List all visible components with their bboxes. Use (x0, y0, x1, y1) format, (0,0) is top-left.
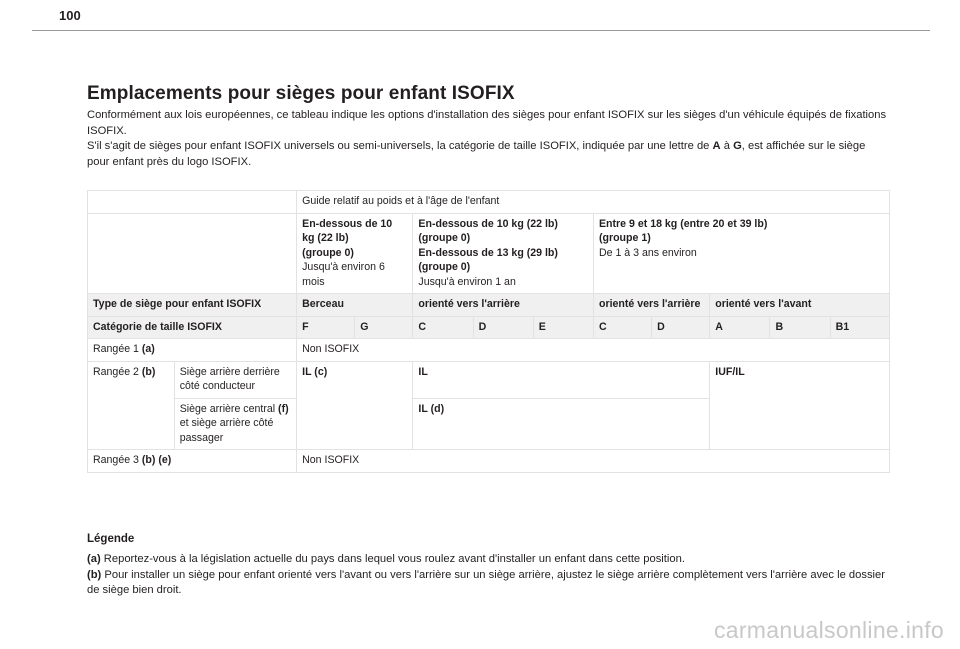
row-1-note-ref: (a) (141, 343, 155, 355)
group-0plus-weight-2: En-dessous de 13 kg (29 lb) (418, 246, 558, 259)
table-row-size-category (88, 316, 890, 339)
row-2-forward-facing-value: IUF/IL (710, 361, 890, 450)
legend-title: Légende (87, 533, 135, 545)
size-category-cell: C (593, 316, 651, 339)
size-category-cell: B1 (830, 316, 889, 339)
size-category-cell: A (710, 316, 770, 339)
table-cell-empty (88, 213, 297, 294)
table-cell-empty (88, 191, 297, 214)
legend-text-a: Reportez-vous à la législation actuelle du pays dans lequel vous roulez avant d'installer un enfant dans cette position. (100, 553, 685, 565)
table-row-seat-type (88, 294, 890, 317)
size-category-cell: C (413, 316, 473, 339)
row-3-label-text: Rangée 3 (93, 454, 142, 466)
row-3-label (88, 450, 297, 473)
legend-ref-b: (b) (87, 568, 102, 581)
group-1-cell (593, 213, 889, 294)
row-3-note-ref: (b) (e) (141, 454, 172, 466)
group-0plus-weight-1: En-dessous de 10 kg (22 lb) (418, 217, 558, 230)
size-letter-g: G (733, 140, 742, 152)
row-2-label-text: Rangée 2 (93, 365, 142, 378)
row-2-seat-driver-side: Siège arrière derrière côté conducteur (174, 361, 296, 398)
size-category-label: Catégorie de taille ISOFIX (88, 316, 297, 339)
size-category-cell: G (355, 316, 413, 339)
legend-note-b (87, 568, 892, 599)
seat-center-text-1: Siège arrière central (179, 402, 279, 415)
table-row-rangee-2-a (88, 361, 890, 398)
header-divider (32, 30, 930, 31)
row-2-rear-facing-value-b: IL (d) (413, 398, 710, 450)
legend-note-a (87, 552, 892, 568)
seat-type-label: Type de siège pour enfant ISOFIX (88, 294, 297, 317)
group-0plus-age: Jusqu'à environ 1 an (418, 275, 516, 288)
size-category-cell: D (652, 316, 710, 339)
group-1-age: De 1 à 3 ans environ (598, 246, 697, 259)
row-2-note-ref: (b) (141, 365, 156, 378)
legend-ref-a: (a) (87, 553, 101, 565)
group-0-weight: En-dessous de 10 kg (22 lb) (302, 217, 393, 244)
group-0-age: Jusqu'à environ 6 mois (302, 261, 385, 288)
watermark: carmanualsonline.info (713, 617, 944, 643)
table-row-groups (88, 213, 890, 294)
row-2-berceau-value: IL (c) (297, 361, 413, 450)
table-row-guide (88, 191, 890, 214)
guide-header: Guide relatif au poids et à l'âge de l'enfant (297, 191, 890, 214)
size-category-cell: E (533, 316, 593, 339)
isofix-table (87, 190, 890, 473)
group-0-label: (groupe 0) (302, 246, 354, 259)
seat-type-cell: orienté vers l'arrière (593, 294, 709, 317)
row-1-label-text: Rangée 1 (93, 343, 142, 355)
group-0plus-cell (413, 213, 594, 294)
legend-text-b: Pour installer un siège pour enfant orienté vers l'avant ou vers l'arrière sur un siège arrière, ajustez le siège arrière complètement vers l'arrière avec le dossier de siège bien droit. (87, 568, 885, 596)
intro-text-mid: à (720, 140, 734, 152)
seat-center-note-ref: (f) (278, 402, 289, 415)
row-3-value: Non ISOFIX (297, 450, 890, 473)
legend (87, 552, 892, 599)
row-2-seat-center-passenger (174, 398, 296, 450)
size-category-cell: D (473, 316, 533, 339)
size-category-cell: B (770, 316, 830, 339)
size-category-cell: F (297, 316, 355, 339)
row-1-value: Non ISOFIX (297, 339, 890, 362)
group-0-cell (297, 213, 413, 294)
page-title: Emplacements pour sièges pour enfant ISOFIX (87, 83, 515, 104)
row-1-label (88, 339, 297, 362)
group-1-label: (groupe 1) (598, 232, 651, 244)
seat-type-cell: orienté vers l'avant (710, 294, 890, 317)
intro-paragraph-2 (87, 139, 887, 170)
seat-center-text-2: et siège arrière côté passager (179, 417, 274, 444)
group-0plus-label-1: (groupe 0) (418, 232, 471, 244)
intro-text (87, 108, 887, 170)
group-0plus-label-2: (groupe 0) (418, 261, 471, 273)
size-letter-a: A (712, 140, 721, 152)
page-number: 100 (59, 8, 81, 23)
seat-type-cell: Berceau (297, 294, 413, 317)
intro-text-before: S'il s'agit de sièges pour enfant ISOFIX universels ou semi-universels, la catégorie de taille ISOFIX, indiquée par une lettre de (87, 140, 713, 152)
intro-text-after: , est affichée sur le siège pour enfant près du logo ISOFIX. (87, 140, 866, 168)
table-row-rangee-3 (88, 450, 890, 473)
table-row-rangee-1 (88, 339, 890, 362)
seat-type-cell: orienté vers l'arrière (413, 294, 594, 317)
row-2-label (88, 361, 175, 450)
row-2-rear-facing-value-a: IL (413, 361, 710, 398)
intro-paragraph-1: Conformément aux lois européennes, ce tableau indique les options d'installation des sièges pour enfant ISOFIX sur les sièges d'un véhicule équipés de fixations ISOFIX. (87, 109, 887, 137)
group-1-weight: Entre 9 et 18 kg (entre 20 et 39 lb) (598, 217, 768, 230)
